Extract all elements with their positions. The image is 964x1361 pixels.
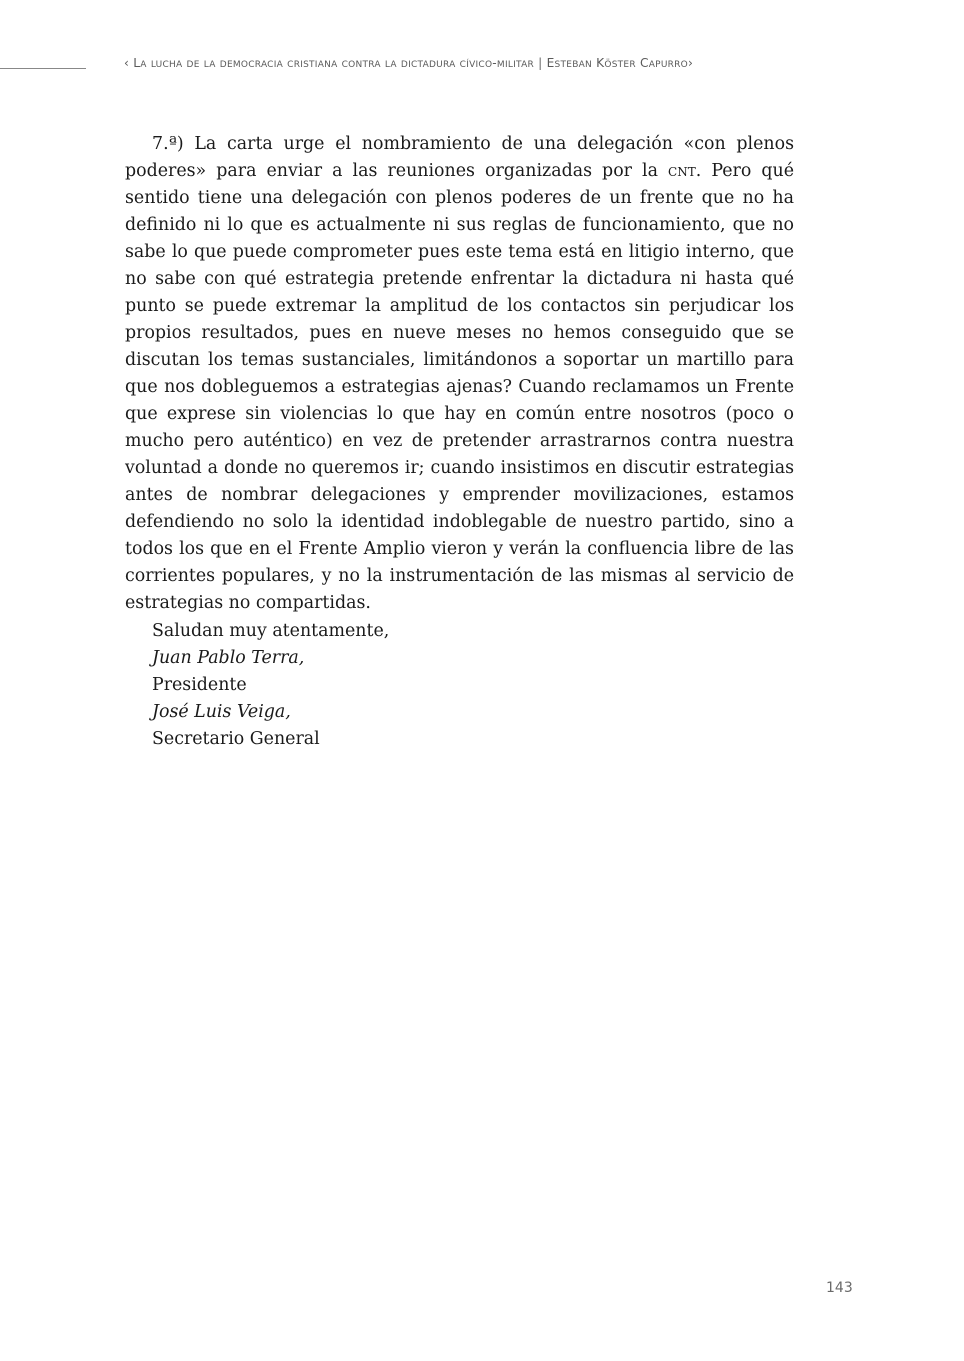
signer-2-role: Secretario General: [152, 729, 320, 749]
header-rule: [0, 68, 86, 69]
paragraph-text-part-1: 7.ª) La carta urge el nombramiento de una delegación «con plenos poderes» para enviar a las reuniones organizadas por la: [125, 134, 794, 181]
signer-1-role: Presidente: [152, 675, 247, 695]
running-header: [124, 56, 824, 70]
header-right-mark: ›: [688, 56, 694, 70]
page-number: 143: [826, 1280, 853, 1296]
signer-2-name: José Luis Veiga,: [152, 702, 291, 722]
header-left-mark: ‹: [124, 56, 130, 70]
header-book-title: La lucha de la democracia cristiana contra la dictadura cívico-militar: [133, 56, 534, 70]
salutation: Saludan muy atentamente,: [152, 621, 390, 641]
header-author: Esteban Köster Capurro: [546, 56, 689, 70]
body-paragraph: [125, 131, 794, 617]
paragraph-text-part-2: . Pero qué sentido tiene una delegación con plenos poderes de un frente que no ha definido ni lo que es actualmente ni sus reglas de funcionamiento, que no sabe lo que puede comprometer pues este tema está en litigio interno, que no sabe con qué estrategia pretende enfrentar la dictadura ni hasta qué punto se puede extremar la amplitud de los contactos sin perjudicar los propios resultados, pues en nueve meses no hemos conseguido que se discutan los temas sustanciales, limitándonos a soportar un martillo para que nos dobleguemos a estrategias ajenas? Cuando reclamamos un Frente que exprese sin violencias lo que hay en común entre nosotros (poco o mucho pero auténtico) en vez de pretender arrastrarnos contra nuestra voluntad a donde no queremos ir; cuando insistimos en discutir estrategias antes de nombrar delegaciones y emprender movilizaciones, estamos defendiendo no solo la identidad indoblegable de nuestro partido, sino a todos los que en el Frente Amplio vieron y verán la confluencia libre de las corrientes populares, y no la instrumentación de las mismas al servicio de estrategias no compartidas.: [125, 161, 795, 613]
letter-closing: [152, 618, 389, 753]
signer-1-name: Juan Pablo Terra,: [152, 648, 305, 668]
body-text: [125, 131, 794, 617]
header-separator: |: [538, 56, 543, 70]
acronym-cnt: cnt: [668, 161, 696, 181]
